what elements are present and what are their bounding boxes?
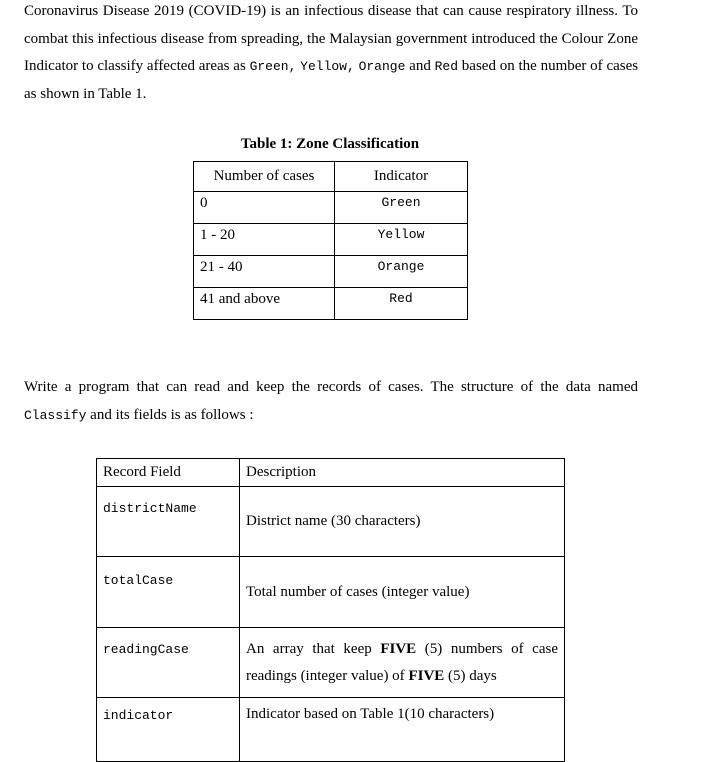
column-header: Description	[240, 459, 565, 487]
zone-classification-table	[193, 161, 468, 320]
field-cell: totalCase	[97, 557, 240, 628]
table-row	[97, 487, 565, 557]
field-cell: districtName	[97, 487, 240, 557]
indicator-cell: Orange	[335, 256, 468, 288]
intro-text-3: Colour Zone Indicator to classify affected areas as	[24, 30, 638, 74]
cases-cell: 21 - 40	[194, 256, 335, 288]
indicator-cell: Yellow	[335, 224, 468, 256]
task-text-1: Write a program that can read and keep the records of cases. The structure of the data named	[24, 379, 638, 395]
code-red: Red	[434, 59, 459, 74]
table1-caption: Table 1: Zone Classification	[240, 136, 420, 152]
record-structure-table	[96, 458, 565, 762]
cases-cell: 1 - 20	[194, 224, 335, 256]
intro-text-2: To combat this infectious disease from spreading, the Malaysian government introduced the	[24, 3, 639, 47]
intro-based: based	[461, 58, 496, 74]
task-text-2: and its fields is as follows :	[90, 406, 254, 423]
table-header-row	[194, 162, 468, 192]
field-cell: indicator	[97, 698, 240, 762]
table-row	[194, 256, 468, 288]
description-cell	[240, 628, 565, 698]
intro-text-4: on the number of cases as shown in Table 1.	[24, 58, 639, 102]
table-row	[194, 224, 468, 256]
table-row	[97, 557, 565, 628]
description-cell: Indicator based on Table 1(10 characters)	[240, 698, 565, 762]
cases-cell: 41 and above	[194, 288, 335, 320]
desc-part: (5) days	[448, 667, 497, 684]
table-row	[194, 288, 468, 320]
intro-and: and	[409, 58, 431, 74]
task-paragraph	[24, 374, 638, 429]
table-row	[194, 192, 468, 224]
column-header: Record Field	[97, 459, 240, 487]
desc-part: An array that keep	[246, 640, 372, 657]
column-header: Number of cases	[194, 162, 335, 192]
description-cell: Total number of cases (integer value)	[240, 557, 565, 628]
table-row	[97, 698, 565, 762]
desc-bold: FIVE	[408, 667, 445, 684]
table-row	[97, 628, 565, 698]
code-green: Green,	[249, 59, 297, 74]
code-yellow: Yellow,	[300, 59, 355, 74]
table-header-row	[97, 459, 565, 487]
intro-paragraph	[24, 0, 638, 108]
description-cell: District name (30 characters)	[240, 487, 565, 557]
intro-text-1: Coronavirus Disease 2019 (COVID-19) is an infectious disease that can cause respiratory illness.	[24, 3, 619, 19]
field-cell: readingCase	[97, 628, 240, 698]
indicator-cell: Red	[335, 288, 468, 320]
desc-bold: FIVE	[380, 640, 417, 657]
code-classify: Classify	[24, 407, 87, 423]
indicator-cell: Green	[335, 192, 468, 224]
cases-cell: 0	[194, 192, 335, 224]
desc-part: (5) numbers of case readings (integer value) of	[246, 640, 558, 684]
column-header: Indicator	[335, 162, 468, 192]
code-orange: Orange	[358, 59, 406, 74]
